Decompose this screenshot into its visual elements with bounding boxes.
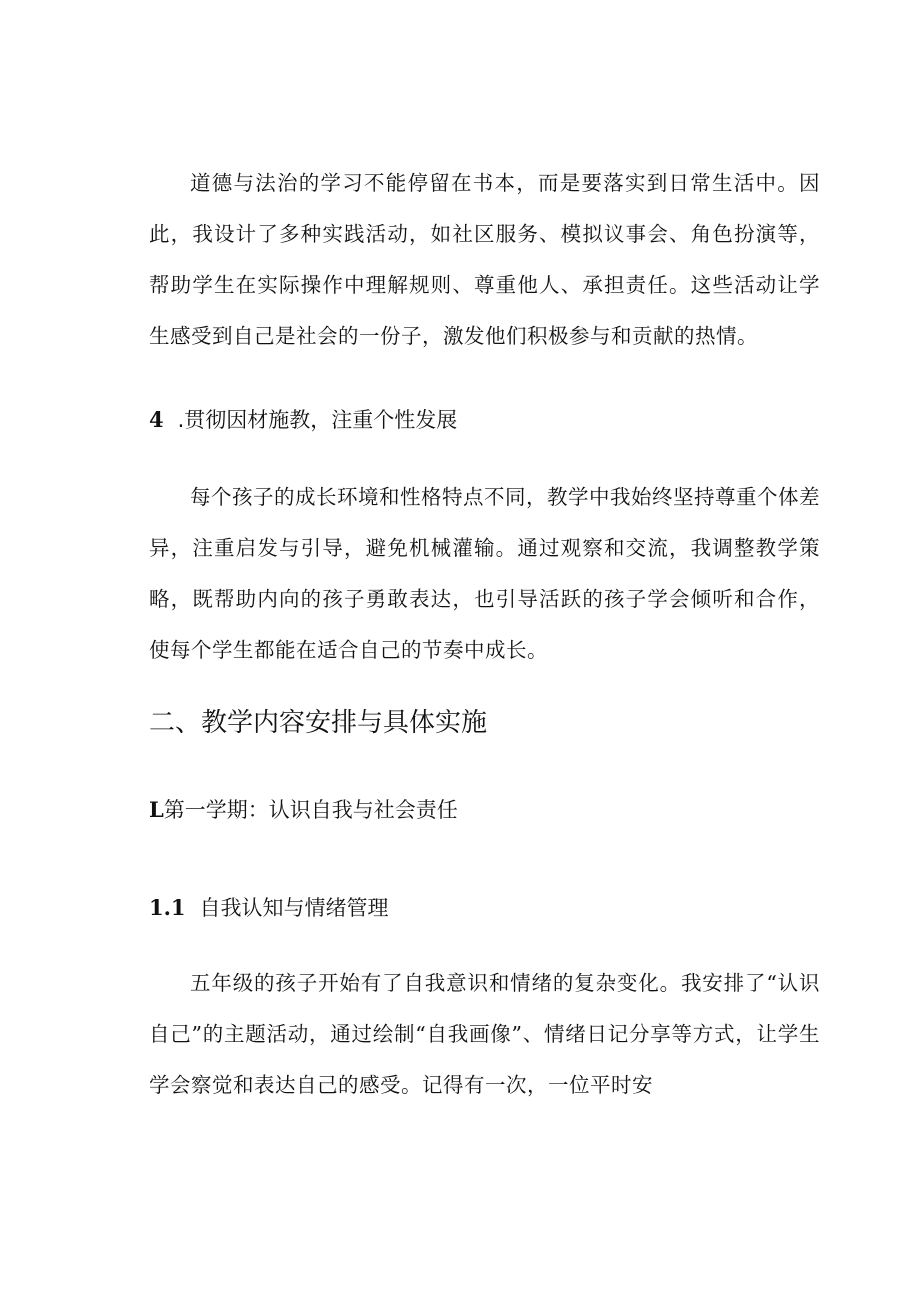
heading-self-awareness — [149, 893, 389, 923]
paragraph-practice-activities: 道德与法治的学习不能停留在书本，而是要落实到日常生活中。因此，我设计了多种实践活动，如社区服务、模拟议事会、角色扮演等，帮助学生在实际操作中理解规则、尊重他人、承担责任。这些活动让学生感受到自己是社会的一份子，激发他们积极参与和贡献的热情。 — [149, 171, 820, 348]
heading-text: 第一学期：认识自我与社会责任 — [163, 798, 458, 822]
paragraph-individual-differences: 每个孩子的成长环境和性格特点不同，教学中我始终坚持尊重个体差异，注重启发与引导，避免机械灌输。通过观察和交流，我调整教学策略，既帮助内向的孩子勇敢表达，也引导活跃的孩子学会倾听和合作，使每个学生都能在适合自己的节奏中成长。 — [149, 485, 820, 662]
heading-number: 4 — [149, 407, 164, 432]
section-title: 二、教学内容安排与具体实施 — [149, 708, 488, 738]
heading-number: L — [149, 797, 164, 822]
paragraph-emotion-management: 五年级的孩子开始有了自我意识和情绪的复杂变化。我安排了“认识自己”的主题活动，通过绘制“自我画像”、情绪日记分享等方式，让学生学会察觉和表达自己的感受。记得有一次，一位平时安 — [149, 971, 820, 1097]
heading-number: 1.1 — [149, 895, 186, 920]
heading-individualized-teaching — [149, 405, 457, 435]
heading-first-term — [149, 795, 458, 825]
heading-text: 自我认知与情绪管理 — [199, 896, 389, 920]
heading-text: .贯彻因材施教，注重个性发展 — [177, 408, 458, 432]
